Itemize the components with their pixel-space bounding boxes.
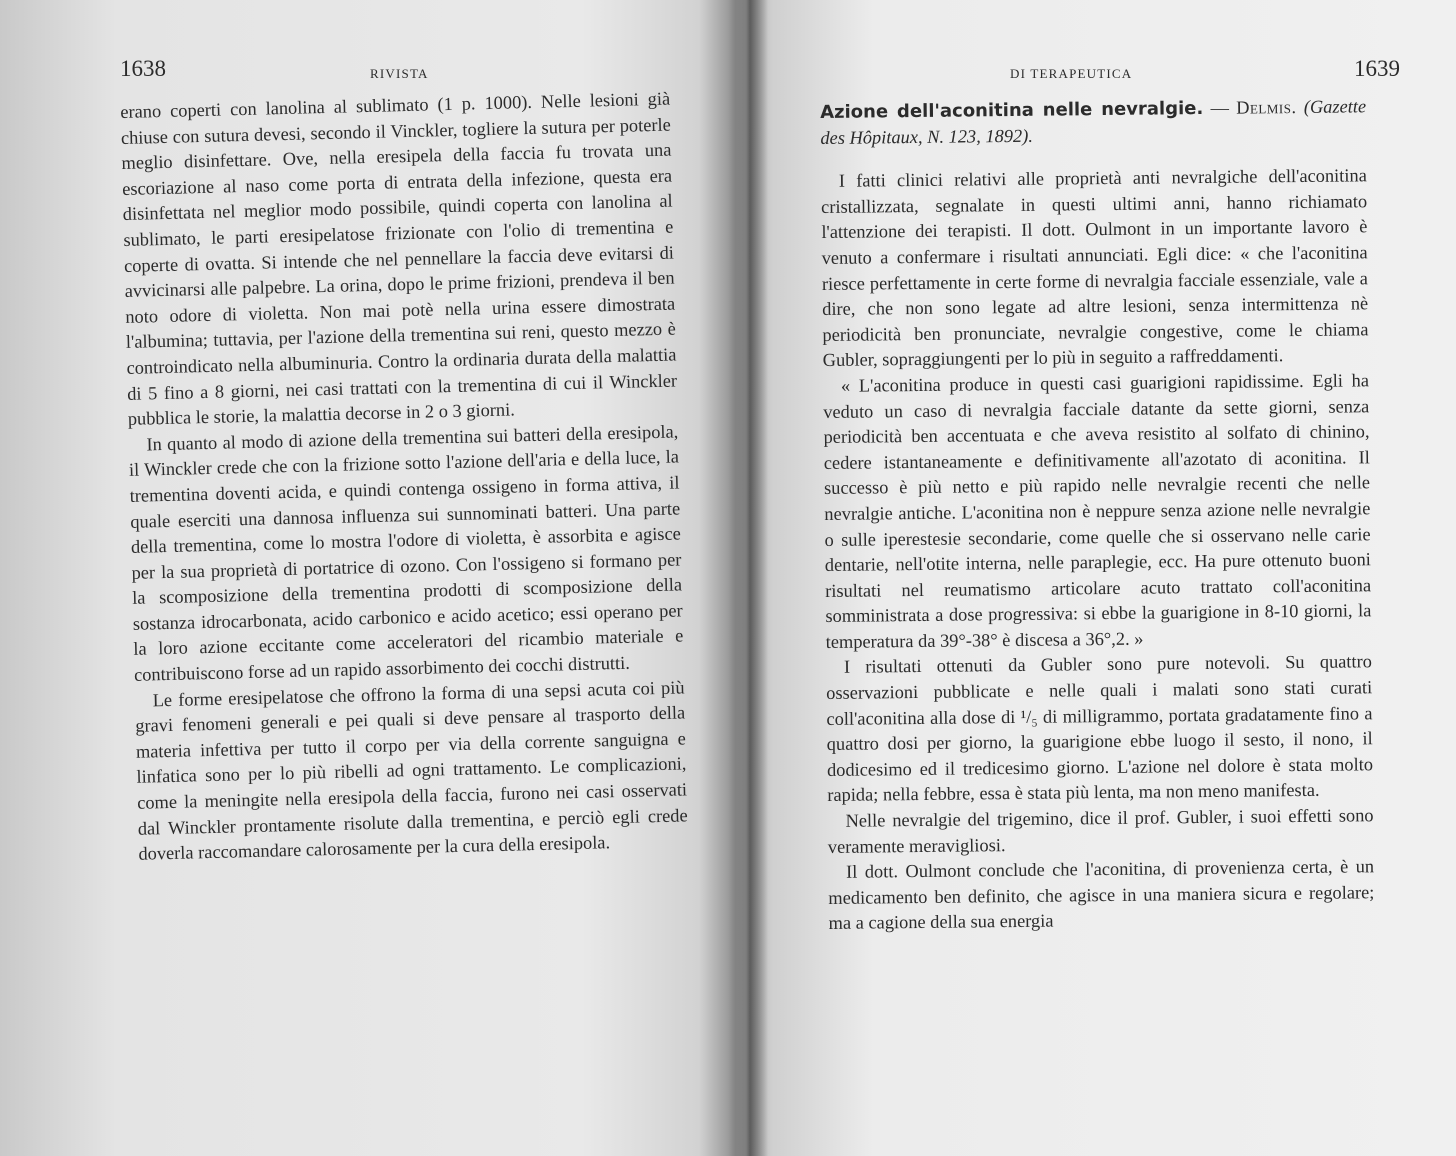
- page-number-right: 1639: [1354, 56, 1400, 81]
- article-title: Azione dell'aconitina nelle nevralgie.: [820, 97, 1204, 123]
- article-author: Delmis.: [1236, 97, 1297, 118]
- paragraph: Il dott. Oulmont conclude che l'aconitina, di provenienza certa, è un medicamento ben definito, che agisce in una maniera sicura e regolare; ma a cagione della sua energia: [828, 856, 1375, 934]
- left-text-column: [120, 87, 689, 868]
- article-source: (Gazette des Hôpitaux, N. 123, 1892).: [820, 96, 1367, 148]
- page-number-left: 1638: [120, 56, 166, 81]
- article-heading: [820, 94, 1367, 151]
- paragraph: Le forme eresipelatose che offrono la forma di una sepsi acuta coi più gravi fenomeni generali e pei quali si deve pensare al trasporto della materia infettiva per tutto il corpo per via della corrente sanguigna e linfatica sono per lo più ribelli ad ogni trattamento. Le complicazioni, come la meningite nella eresipola della faccia, furono nei casi osservati dal Winckler prontamente risolute dalla trementina, e perciò egli crede doverla raccomandare calorosamente per la cura della eresipola.: [135, 677, 688, 864]
- running-head-left: RIVISTA: [370, 66, 429, 81]
- paragraph: In quanto al modo di azione della trementina sui batteri della eresipola, il Winckler crede che con la frizione sotto l'azione dell'aria e della luce, la trementina doventi acida, e quindi contenga ossigeno in forma attiva, il quale eserciti una dannosa influenza sui sunnominati batteri. Una parte della trementina, come lo mostra l'odore di violetta, è assorbita e agisce per la sua proprietà di portatrice di ozono. Con l'ossigeno si formano per la scomposizione della trementina prodotti di scomposizione della sostanza idrocarbonata, acido carbonico e acido acetico; essi operano per la loro azione eccitante come acceleratori del ricambio materiale e contribuiscono forse ad un rapido assorbimento dei cocchi distrutti.: [128, 421, 684, 685]
- right-text-column: [820, 94, 1375, 937]
- paragraph: erano coperti con lanolina al sublimato (1 p. 1000). Nelle lesioni già chiuse con sutura devesi, secondo il Vinckler, togliere la sutura per poterle meglio disinfettare. Ove, nella eresipela della faccia fu trovata una escoriazione al naso come porta di entrata della infezione, questa era disinfettata nel meglior modo possibile, quindi coperta con lanolina al sublimato, le parti eresipelatose frizionate con l'olio di trementina e coperte di ovatta. Si intende che nel pennellare la faccia deve evitarsi di avvicinarsi alle palpebre. La orina, dopo le prime frizioni, prendeva il ben noto odore di violetta. Non mai potè nella urina essere dimostrata l'albumina; tuttavia, per l'azione della trementina sui reni, questo mezzo è controindicato nella albuminuria. Contro la ordinaria durata della malattia di 5 fino a 8 giorni, nei casi trattati con la trementina di cui il Winckler pubblica le storie, la malattia decorse in 2 o 3 giorni.: [120, 88, 678, 430]
- right-page: [740, 0, 1456, 1156]
- paragraph: « L'aconitina produce in questi casi guarigioni rapidissime. Egli ha veduto un caso di nevralgia facciale datante da sette giorni, senza periodicità ben accentuata e che aveva resistito al solfato di chinino, cedere istantaneamente e definitivamente all'azotato di aconitina. Il successo è più netto e più rapido nelle nevralgie recenti che nelle nevralgie antiche. L'aconitina non è neppure senza azione nelle nevralgie o sulle iperestesie secondarie, come quelle che si osservano nelle carie dentarie, nell'otite interna, nelle paraplegie, ecc. Ha pure ottenuto buoni risultati nel reumatismo articolare acuto trattato coll'aconitina somministrata a dose progressiva: si ebbe la guarigione in 8-10 giorni, la temperatura da 39°-38° è discesa a 36°,2. »: [823, 370, 1372, 652]
- paragraph: I fatti clinici relativi alle proprietà anti nevralgiche dell'aconitina cristallizzata, segnalate in questi ultimi anni, hanno richiamato l'attenzione dei terapisti. Il dott. Oulmont in un importante lavoro è venuto a confermare i risultati annunciati. Egli dice: « che l'aconitina riesce perfettamente in certe forme di nevralgia facciale essenziale, vale a dire, che non sono legate ad altre lesioni, senza intermittenza nè periodicità ben pronunciate, nevralgie congestive, come le chiama Gubler, sopraggiungenti per lo più in seguito a raffreddamenti.: [821, 165, 1369, 371]
- running-head-right: DI TERAPEUTICA: [1010, 66, 1133, 81]
- paragraph: I risultati ottenuti da Gubler sono pure notevoli. Su quattro osservazioni pubblicate e nelle quali i malati sono stati curati coll'aconitina alla dose di ¹/₅ di milligrammo, portata gradatamente fino a quattro dosi per giorno, la guarigione ebbe luogo il sesto, il nono, il dodicesimo ed il tredicesimo giorno. L'azione nel dolore è stata molto rapida; nella febbre, essa è stata più lenta, ma non meno manifesta.: [826, 651, 1374, 806]
- paragraph: Nelle nevralgie del trigemino, dice il prof. Gubler, i suoi effetti sono veramente meravigliosi.: [827, 805, 1374, 857]
- heading-dash: —: [1203, 97, 1237, 118]
